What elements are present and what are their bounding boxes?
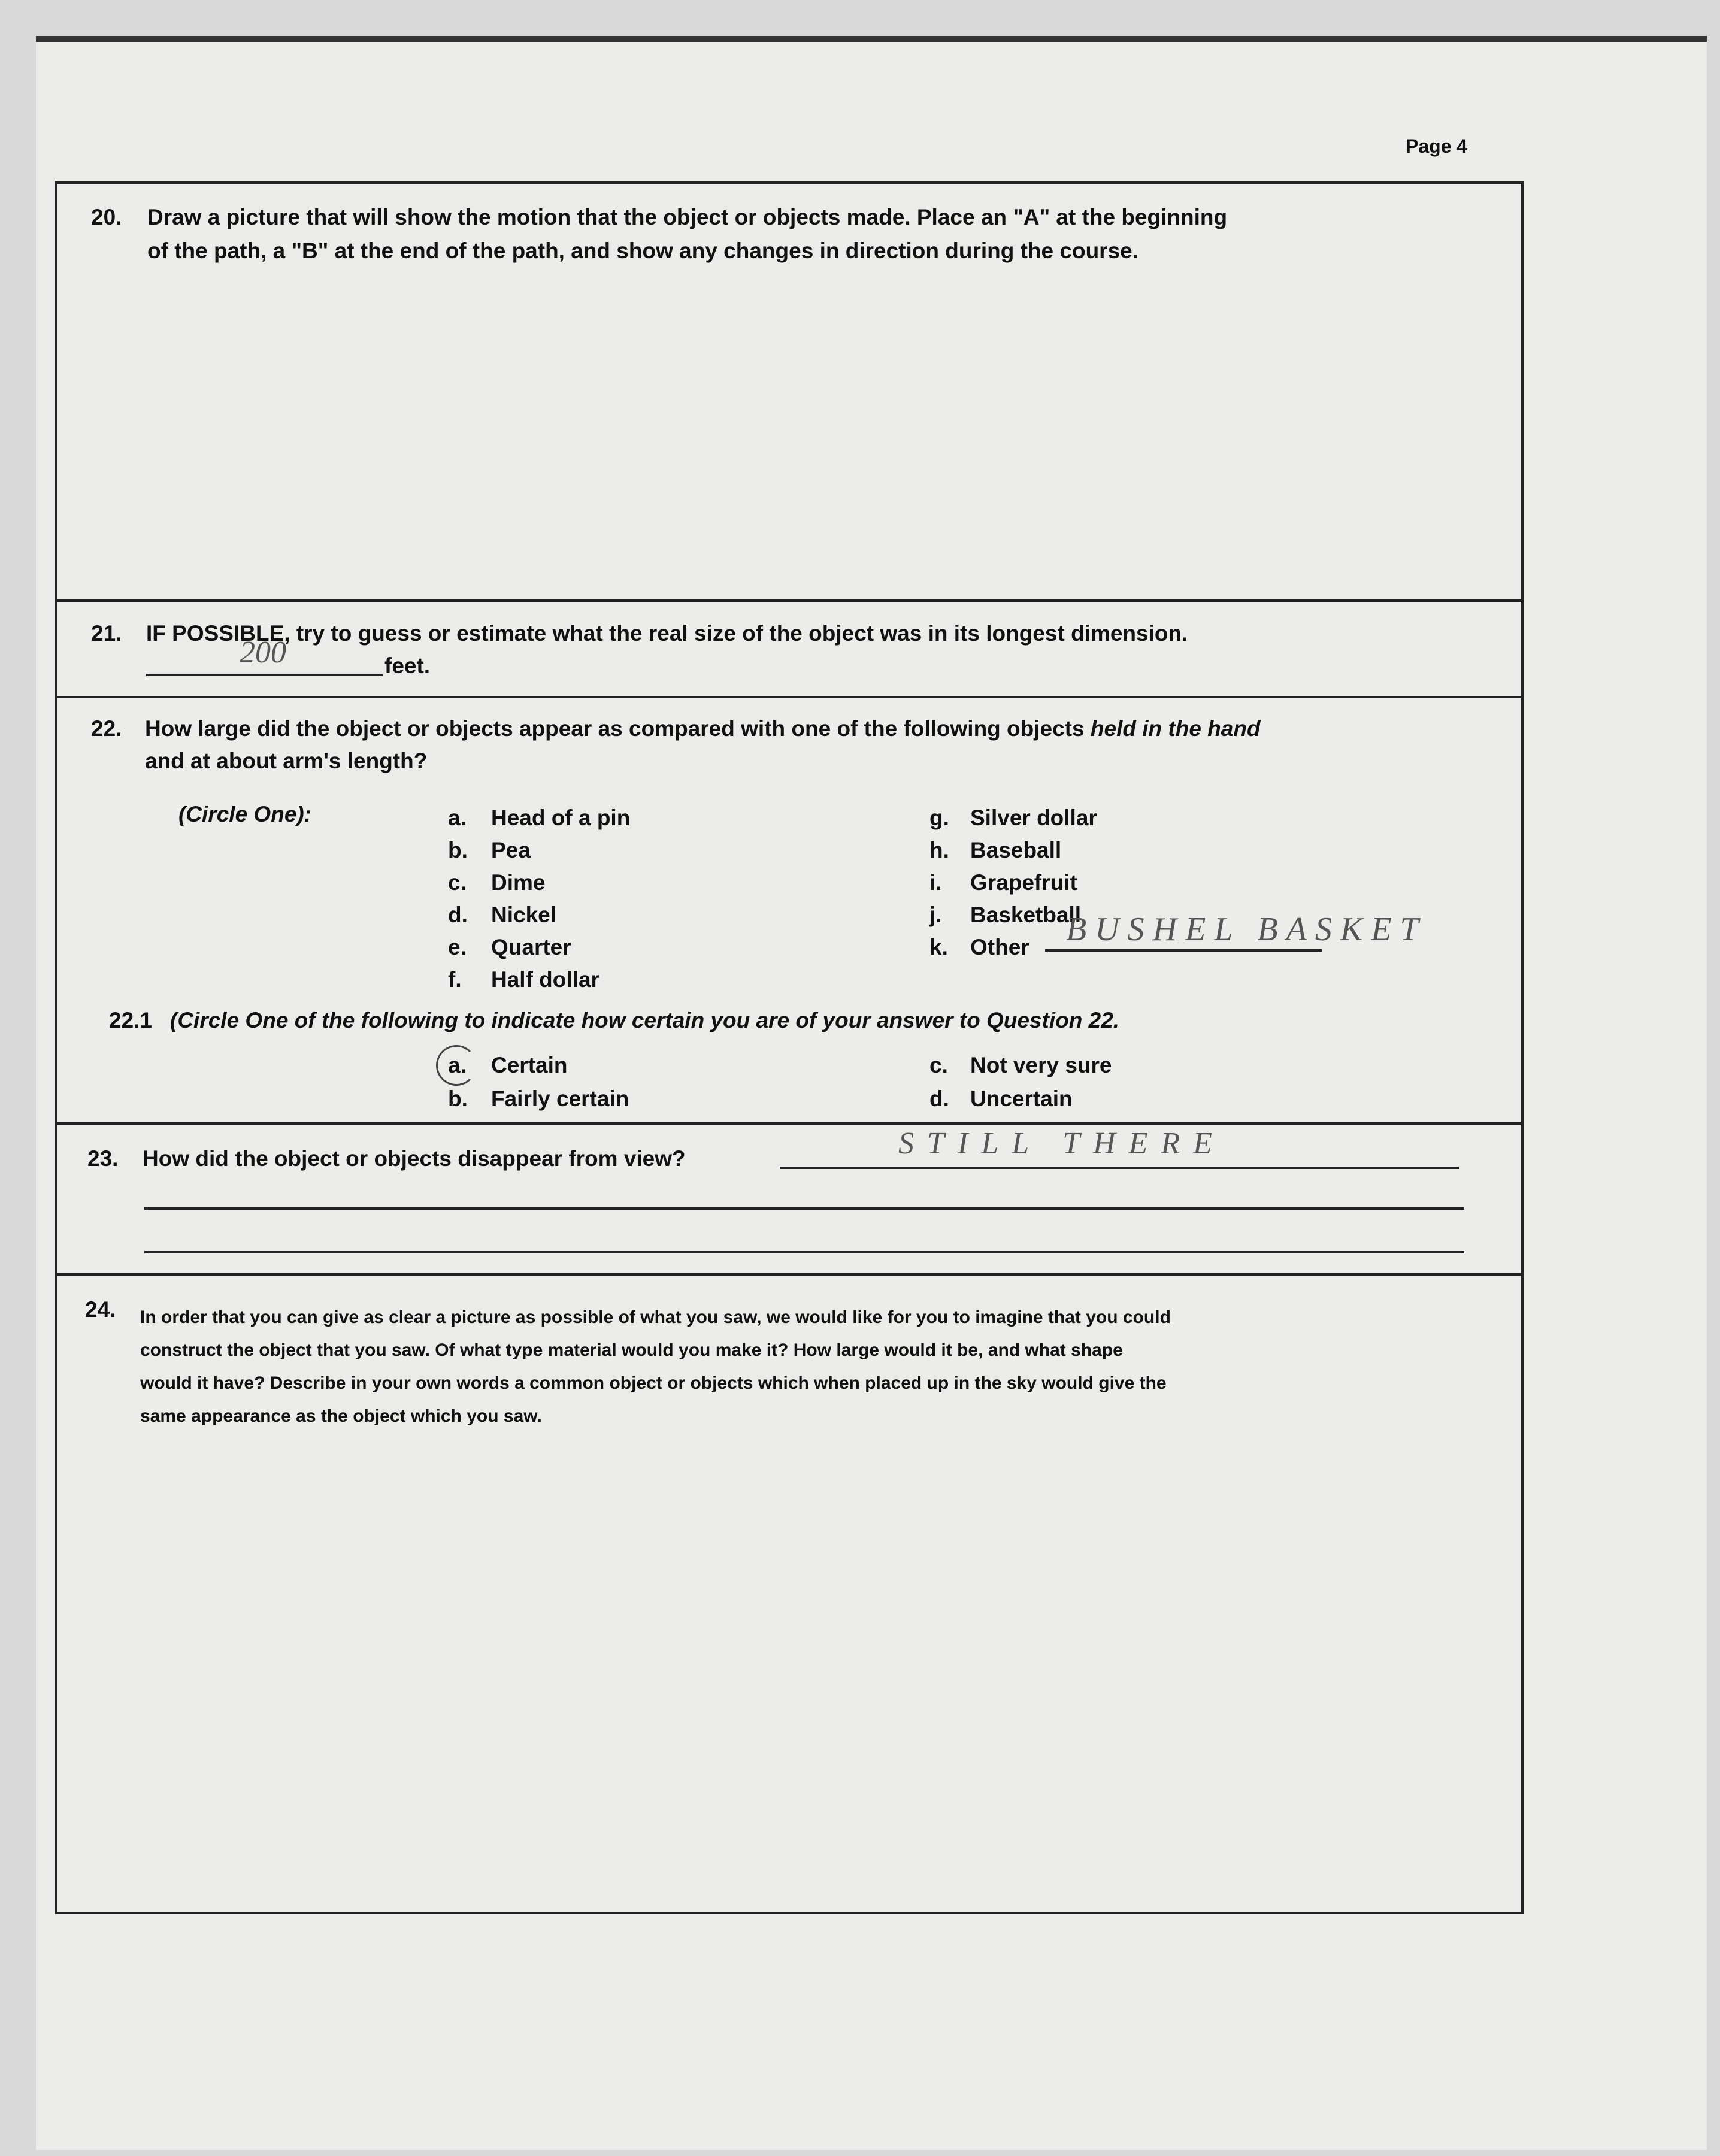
q22-other-line[interactable] — [1045, 949, 1322, 952]
q22-option-h[interactable]: h. Baseball — [929, 838, 1062, 862]
q24-answer-area[interactable] — [144, 1437, 1497, 1892]
page-number: Page 4 — [1406, 135, 1468, 157]
q24-text — [140, 1301, 1171, 1433]
divider — [55, 1273, 1524, 1276]
q22-options-left — [448, 802, 630, 996]
q22-instruction: (Circle One): — [178, 802, 312, 826]
q23-answer-line-3[interactable] — [144, 1251, 1464, 1253]
q22-option-b[interactable]: b. Pea — [448, 838, 531, 862]
q22-option-j[interactable]: j. Basketball — [929, 903, 1082, 927]
q21-number: 21. — [91, 621, 122, 646]
q22-1-option-b[interactable]: b. Fairly certain — [448, 1086, 629, 1111]
q22-option-f[interactable]: f. Half dollar — [448, 967, 599, 992]
q20-number: 20. — [91, 205, 122, 229]
divider — [55, 599, 1524, 602]
q22-1-option-d[interactable]: d. Uncertain — [929, 1086, 1073, 1111]
q23-number: 23. — [87, 1146, 119, 1171]
q21-answer-line[interactable] — [146, 674, 383, 676]
q22-option-k[interactable]: k. Other — [929, 935, 1029, 959]
q23-answer: STILL THERE — [898, 1127, 1225, 1161]
q24-line: same appearance as the object which you saw. — [140, 1406, 542, 1426]
q22-option-e[interactable]: e. Quarter — [448, 935, 571, 959]
q20-line1: Draw a picture that will show the motion that the object or objects made. Place an "A" at the beginning — [147, 205, 1228, 229]
q20-line2: of the path, a "B" at the end of the path, and show any changes in direction during the course. — [147, 238, 1139, 263]
q24-line: In order that you can give as clear a picture as possible of what you saw, we would like for you to imagine that you could — [140, 1307, 1171, 1327]
divider — [55, 696, 1524, 698]
q22-line1-text: How large did the object or objects appear as compared with one of the following objects — [145, 716, 1085, 741]
q22-option-a[interactable]: a. Head of a pin — [448, 806, 631, 830]
handwritten-circle-mark — [436, 1045, 477, 1086]
divider — [55, 1122, 1524, 1125]
q24-line: construct the object that you saw. Of what type material would you make it? How large would it be, and what shape — [140, 1340, 1123, 1360]
q22-option-c[interactable]: c. Dime — [448, 870, 546, 895]
q23-text: How did the object or objects disappear from view? — [143, 1146, 686, 1171]
q22-number: 22. — [91, 716, 122, 741]
q21-answer: 200 — [240, 635, 286, 670]
q22-option-g[interactable]: g. Silver dollar — [929, 806, 1097, 830]
q22-1-option-c[interactable]: c. Not very sure — [929, 1053, 1112, 1077]
q21-unit: feet. — [384, 653, 431, 678]
q23-answer-line-1[interactable] — [780, 1167, 1459, 1169]
q22-1-number: 22.1 — [109, 1008, 153, 1032]
q22-option-d[interactable]: d. Nickel — [448, 903, 557, 927]
q22-1-options-right — [929, 1049, 1112, 1116]
q22-line2: and at about arm's length? — [145, 749, 428, 773]
q21-text: IF POSSIBLE, try to guess or estimate what the real size of the object was in its longest dimension. — [146, 621, 1188, 646]
q22-1-option-a[interactable]: a. Certain — [448, 1053, 568, 1077]
q22-option-i[interactable]: i. Grapefruit — [929, 870, 1077, 895]
q20-drawing-area[interactable] — [144, 281, 1497, 581]
q23-answer-line-2[interactable] — [144, 1207, 1464, 1210]
q24-line: would it have? Describe in your own words a common object or objects which when placed up in the sky would give the — [140, 1373, 1167, 1393]
q22-other-answer: BUSHEL BASKET — [1066, 911, 1427, 948]
q22-line1-italic: held in the hand — [1090, 716, 1261, 741]
q24-number: 24. — [85, 1297, 116, 1322]
q22-line1 — [145, 716, 1261, 741]
q22-1-text: (Circle One of the following to indicate how certain you are of your answer to Question 22. — [170, 1008, 1120, 1032]
